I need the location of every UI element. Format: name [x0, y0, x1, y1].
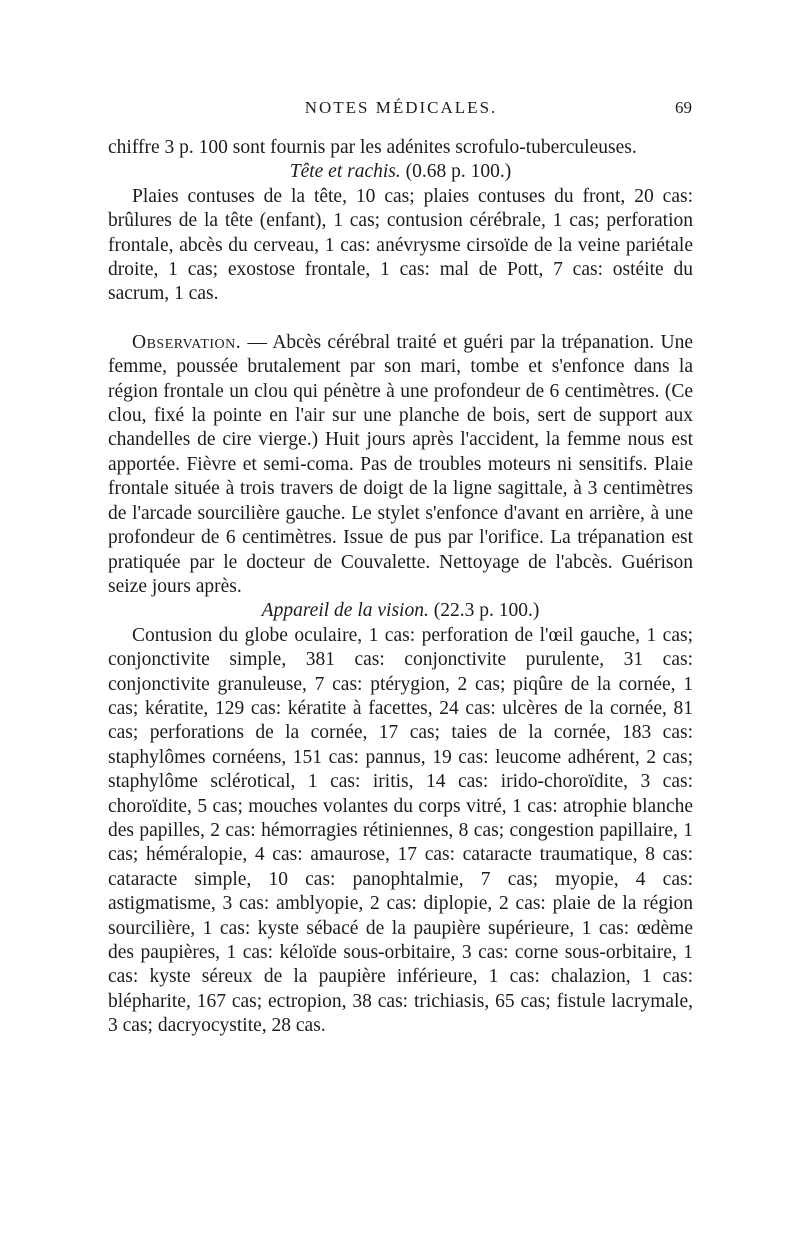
vision-injuries-paragraph: Contusion du globe oculaire, 1 cas: perforation de l'œil gauche, 1 cas; conjonctivite simple, 381 cas: conjonctivite purulente, 31 cas: conjonctivite granuleuse, 7 cas: ptérygion, 2 cas; piqûre de la cornée, 1 cas; kératite, 129 cas: kératite à facettes, 24 cas: ulcères de la cornée, 81 cas; perforations de la cornée, 17 cas; taies de la cornée, 183 cas: staphylômes cornéens, 151 cas: pannus, 19 cas: leucome adhérent, 2 cas; staphylôme sclérotical, 1 cas: iritis, 14 cas: irido-choroïdite, 3 cas: choroïdite, 5 cas; mouches volantes du corps vitré, 1 cas: atrophie blanche des papilles, 2 cas: hémorragies rétiniennes, 8 cas; congestion papillaire, 1 cas; héméralopie, 4 cas: amaurose, 17 cas: cataracte traumatique, 8 cas: cataracte simple, 10 cas: panophtalmie, 7 cas; myopie, 4 cas: astigmatisme, 3 cas: amblyopie, 2 cas: diplopie, 2 cas: plaie de la région sourcilière, 1 cas: kyste sébacé de la paupière supérieure, 1 cas: œdème des paupières, 1 cas: kéloïde sous-orbitaire, 3 cas: corne sous-orbitaire, 1 cas: kyste séreux de la paupière inférieure, 1 cas: chalazion, 1 cas: blépharite, 167 cas; ectropion, 38 cas: trichiasis, 65 cas; fistule lacrymale, 3 cas; dacryocystite, 28 cas. — [108, 624, 693, 1037]
page-header — [110, 98, 692, 128]
page-number: 69 — [675, 98, 692, 117]
page-body — [108, 136, 693, 1039]
section-title-vision: Appareil de la vision. — [261, 600, 429, 622]
observation-label: Observation. — [132, 331, 242, 353]
observation-text: — Abcès cérébral traité et guéri par la trépanation. Une femme, poussée brutalement par son mari, tombe et s'enfonce dans la région frontale un clou qui pénètre à une profondeur de 6 centimètres. (Ce clou, fixé la pointe en l'air sur une planche de bois, sert de support aux chandelles de cire vierge.) Huit jours après l'accident, la femme nous est apportée. Fièvre et semi-coma. Pas de troubles moteurs ni sensitifs. Plaie frontale située à trois travers de doigt de la ligne sagittale, à 3 centimètres de l'arcade sourcilière gauche. Le stylet s'enfonce d'avant en arrière, à une profondeur de 6 centimètres. Issue de pus par l'orifice. La trépanation est pratiquée par le docteur de Couvalette. Nettoyage de l'abcès. Guérison seize jours après. — [108, 331, 693, 597]
section-rate-head: (0.68 p. 100.) — [405, 161, 512, 183]
running-title: NOTES MÉDICALES. — [304, 98, 498, 117]
section-heading-head — [108, 160, 693, 184]
observation-paragraph — [108, 331, 693, 599]
head-injuries-paragraph: Plaies contuses de la tête, 10 cas; plaies contuses du front, 20 cas: brûlures de la tête (enfant), 1 cas; contusion cérébrale, 1 cas; perforation frontale, abcès du cerveau, 1 cas: anévrysme cirsoïde de la veine pariétale droite, 1 cas; exostose frontale, 1 cas: mal de Pott, 7 cas: ostéite du sacrum, 1 cas. — [108, 185, 693, 305]
section-title-head: Tête et rachis. — [289, 161, 401, 183]
intro-paragraph: chiffre 3 p. 100 sont fournis par les adénites scrofulo-tuberculeuses. — [108, 137, 637, 158]
section-heading-vision — [108, 599, 693, 623]
section-rate-vision: (22.3 p. 100.) — [433, 600, 540, 622]
